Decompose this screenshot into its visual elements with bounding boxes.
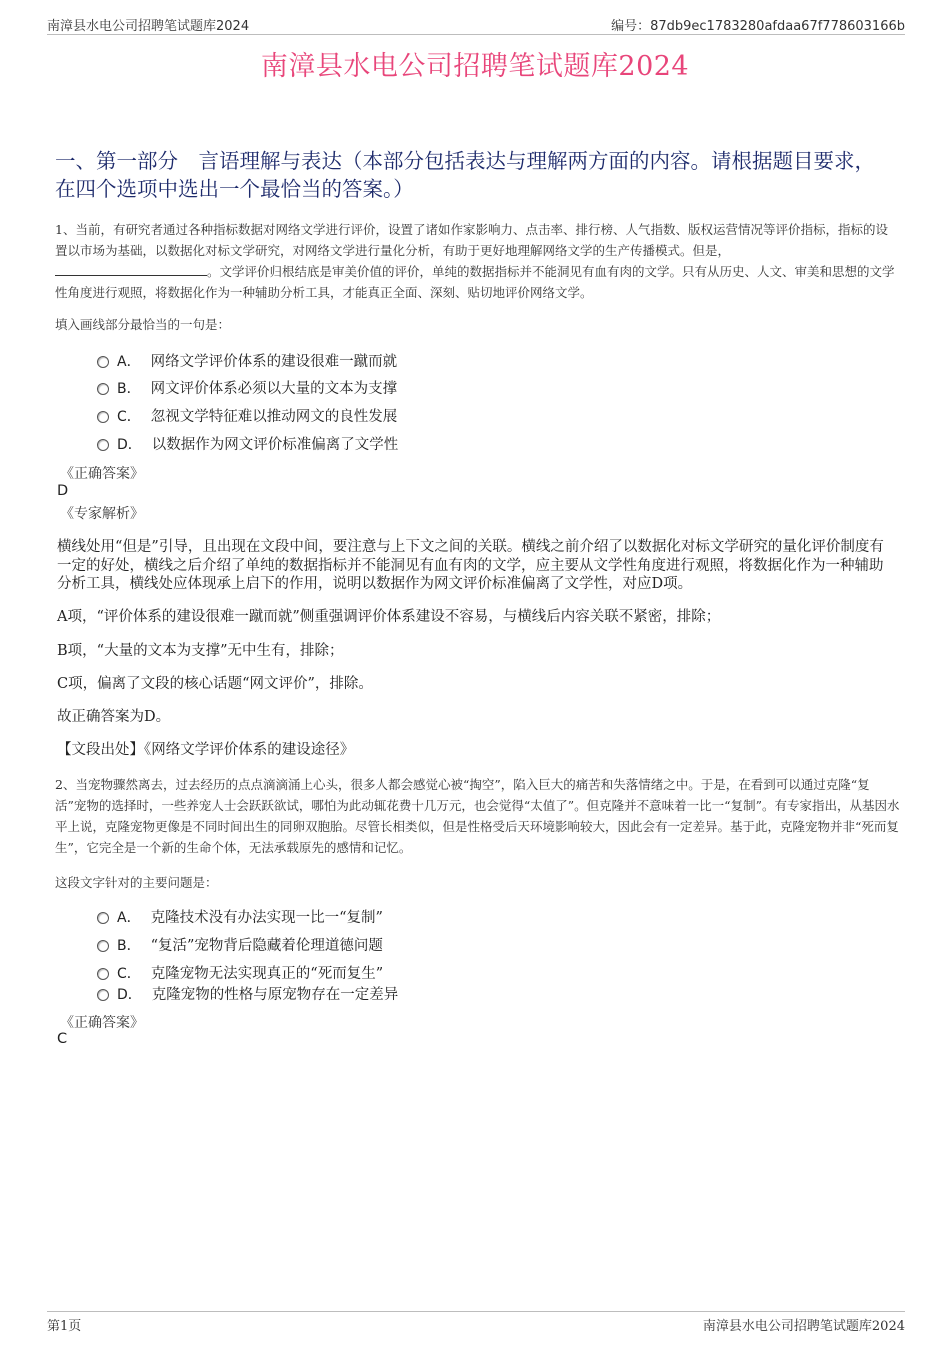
analysis-paragraph: 横线处用“但是”引导，且出现在文段中间，要注意与上下文之间的关联。横线之前介绍了以数据化对标文学研究的量化评价制度有一定的好处，横线之后介绍了单纯的数据指标并不能洞见有血有肉的文学，应主要从文学性角度进行观照，将数据化作为一种辅助分析工具，横线处应体现承上启下的作用，说明以数据作为网文评价标准偏离了文学性，对应D项。 bbox=[57, 539, 884, 592]
option-text: 克隆宠物的性格与原宠物存在一定差异 bbox=[151, 987, 399, 1003]
option-letter: B． bbox=[117, 938, 141, 954]
question-2-text: 2、当宠物骤然离去，过去经历的点点滴滴涌上心头，很多人都会感觉心被“掏空”，陷入巨大的痛苦和失落情绪之中。于是，在看到可以通过克隆“复活”宠物的选择时，一些养宠人士会跃跃欲试，哪怕为此动辄花费十几万元，也会觉得“太值了”。但克隆并不意味着一比一“复制”。有专家指出，从基因水平上说，克隆宠物更像是不同时间出生的同卵双胞胎。尽管长相类似，但是性格受后天环境影响较大，因此会有一定差异。基于此，克隆宠物并非“死而复生”，它完全是一个新的生命个体，无法承载原先的感情和记忆。 bbox=[55, 777, 900, 855]
option-letter: D． bbox=[117, 987, 142, 1003]
analysis-label: 《专家解析》 bbox=[60, 506, 144, 522]
option-letter: C． bbox=[117, 409, 141, 425]
analysis-option-b: B项，“大量的文本为支撑”无中生有，排除； bbox=[57, 643, 344, 659]
page-number: 第1页 bbox=[47, 1319, 82, 1334]
question-2-option-b[interactable] bbox=[97, 934, 383, 955]
option-letter: B． bbox=[117, 381, 141, 397]
page-title: 南漳县水电公司招聘笔试题库2024 bbox=[260, 51, 690, 82]
header-doc-id: 编号：87db9ec1783280afdaa67f778603166b bbox=[611, 19, 905, 34]
question-1-text-part-b: 。文学评价归根结底是审美价值的评价，单纯的数据指标并不能洞见有血有肉的文学。只有从历史、人文、审美和思想的文学性角度进行观照，将数据化作为一种辅助分析工具，才能真正全面、深刻、贴切地评价网络文学。 bbox=[55, 264, 895, 300]
question-2-option-c[interactable] bbox=[97, 962, 383, 983]
question-2-prompt: 这段文字针对的主要问题是： bbox=[55, 875, 218, 890]
option-letter: D． bbox=[117, 437, 142, 453]
radio-icon[interactable] bbox=[97, 940, 109, 952]
radio-icon[interactable] bbox=[97, 912, 109, 924]
option-text: 克隆技术没有办法实现一比一“复制” bbox=[150, 910, 383, 926]
section-heading: 一、第一部分 言语理解与表达（本部分包括表达与理解两方面的内容。请根据题目要求，在四个选项中选出一个最恰当的答案。） bbox=[55, 149, 875, 201]
analysis-option-a: A项，“评价体系的建设很难一蹴而就”侧重强调评价体系建设不容易，与横线后内容关联不紧密，排除； bbox=[57, 609, 721, 625]
footer-doc-title: 南漳县水电公司招聘笔试题库2024 bbox=[702, 1319, 905, 1334]
question-1-text-part-a: 1、当前，有研究者通过各种指标数据对网络文学进行评价，设置了诸如作家影响力、点击率、排行榜、人气指数、版权运营情况等评价指标，指标的设置以市场为基础，以数据化对标文学研究，对网络文学进行量化分析，有助于更好地理解网络文学的生产传播模式。但是， bbox=[55, 222, 888, 258]
radio-icon[interactable] bbox=[97, 439, 109, 451]
answer-value: D bbox=[57, 483, 69, 499]
question-2-option-d[interactable] bbox=[97, 983, 398, 1004]
question-1-prompt: 填入画线部分最恰当的一句是： bbox=[55, 317, 231, 332]
answer-label: 《正确答案》 bbox=[60, 466, 144, 482]
analysis-source: 【文段出处】《网络文学评价体系的建设途径》 bbox=[57, 742, 355, 758]
option-text: 网络文学评价体系的建设很难一蹴而就 bbox=[150, 354, 398, 370]
option-letter: A． bbox=[117, 910, 141, 926]
option-letter: C． bbox=[117, 966, 141, 982]
question-1-option-c[interactable] bbox=[97, 405, 397, 426]
page-footer bbox=[47, 1311, 905, 1334]
question-1-option-d[interactable] bbox=[97, 433, 398, 454]
answer-label: 《正确答案》 bbox=[60, 1015, 144, 1031]
fill-blank bbox=[55, 263, 207, 276]
option-text: 忽视文学特征难以推动网文的良性发展 bbox=[150, 409, 398, 425]
answer-value: C bbox=[57, 1031, 68, 1047]
option-text: 网文评价体系必须以大量的文本为支撑 bbox=[150, 381, 398, 397]
option-letter: A． bbox=[117, 354, 141, 370]
option-text: “复活”宠物背后隐藏着伦理道德问题 bbox=[150, 938, 383, 954]
option-text: 克隆宠物无法实现真正的“死而复生” bbox=[150, 966, 384, 982]
radio-icon[interactable] bbox=[97, 989, 109, 1001]
question-1-text bbox=[55, 219, 900, 303]
option-text: 以数据作为网文评价标准偏离了文学性 bbox=[151, 437, 399, 453]
analysis-option-c: C项，偏离了文段的核心话题“网文评价”，排除。 bbox=[57, 676, 373, 692]
question-2-option-a[interactable] bbox=[97, 906, 383, 927]
radio-icon[interactable] bbox=[97, 383, 109, 395]
radio-icon[interactable] bbox=[97, 411, 109, 423]
radio-icon[interactable] bbox=[97, 356, 109, 368]
analysis-conclusion: 故正确答案为D。 bbox=[57, 709, 171, 725]
radio-icon[interactable] bbox=[97, 968, 109, 980]
question-1-option-a[interactable] bbox=[97, 350, 397, 371]
question-1-option-b[interactable] bbox=[97, 377, 397, 398]
page-header bbox=[47, 12, 905, 35]
header-doc-title: 南漳县水电公司招聘笔试题库2024 bbox=[47, 19, 250, 34]
